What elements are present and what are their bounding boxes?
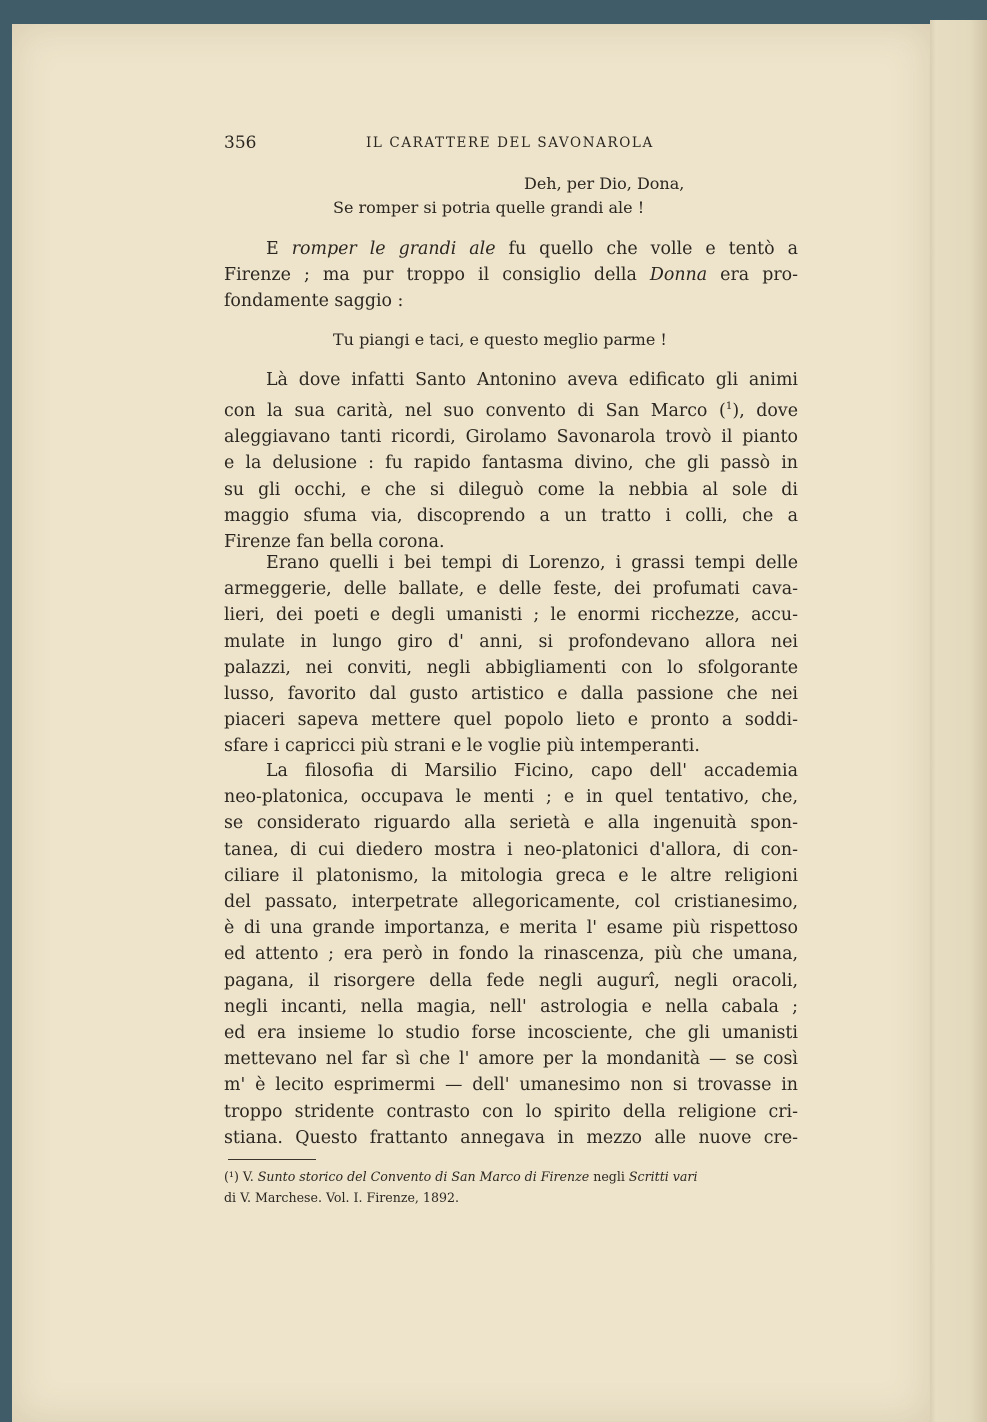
text-line: ed attento ; era però in fondo la rinascenza, più che umana, bbox=[224, 944, 798, 965]
footnote-reference: 1 bbox=[725, 400, 733, 413]
text-line: negli incanti, nella magia, nell' astrologia e nella cabala ; bbox=[224, 996, 798, 1017]
text-line: fondamente saggio : bbox=[224, 291, 404, 312]
text-line: aleggiavano tanti ricordi, Girolamo Savonarola trovò il pianto bbox=[224, 427, 798, 448]
verse-line: Tu piangi e taci, e questo meglio parme ! bbox=[333, 330, 667, 349]
text-line: stiana. Questo frattanto annegava in mezzo alle nuove cre- bbox=[224, 1127, 798, 1148]
text-line: armeggerie, delle ballate, e delle feste, dei profumati cava- bbox=[224, 579, 798, 600]
text-line: su gli occhi, e che si dileguò come la nebbia al sole di bbox=[224, 479, 798, 500]
running-title: IL CARATTERE DEL SAVONAROLA bbox=[366, 135, 654, 151]
footnote-line: di V. Marchese. Vol. I. Firenze, 1892. bbox=[224, 1190, 459, 1205]
text-line: troppo stridente contrasto con lo spirito della religione cri- bbox=[224, 1101, 798, 1122]
text-line: m' è lecito esprimermi — dell' umanesimo non si trovasse in bbox=[224, 1075, 798, 1096]
text-line: E romper le grandi ale fu quello che volle e tentò a bbox=[266, 239, 798, 259]
text-line: lusso, favorito dal gusto artistico e dalla passione che nei bbox=[224, 684, 798, 705]
paragraph bbox=[224, 236, 798, 315]
text-line: La filosofia di Marsilio Ficino, capo dell' accademia bbox=[266, 761, 798, 781]
text-line: piaceri sapeva mettere quel popolo lieto e pronto a soddi- bbox=[224, 710, 798, 731]
text-line: Là dove infatti Santo Antonino aveva edificato gli animi bbox=[266, 370, 798, 390]
page-number: 356 bbox=[224, 133, 257, 153]
text-line: tanea, di cui diedero mostra i neo-platonici d'allora, di con- bbox=[224, 839, 798, 860]
paragraph bbox=[224, 367, 798, 555]
text-line: è di una grande importanza, e merita l' esame più rispettoso bbox=[224, 918, 798, 939]
text-line: ciliare il platonismo, la mitologia greca e le altre religioni bbox=[224, 865, 798, 886]
text-line: se considerato riguardo alla serietà e alla ingenuità spon- bbox=[224, 813, 798, 834]
footnote-line: (¹) V. Sunto storico del Convento di San Marco di Firenze negli Scritti vari bbox=[224, 1169, 698, 1184]
text-line: Firenze ; ma pur troppo il consiglio della Donna era pro- bbox=[224, 265, 798, 286]
paragraph bbox=[224, 550, 798, 760]
footnote bbox=[224, 1166, 798, 1208]
text-line: mettevano nel far sì che l' amore per la mondanità — se così bbox=[224, 1049, 798, 1070]
paragraph bbox=[224, 758, 798, 1151]
text-line: mulate in lungo giro d' anni, si profondevano allora nei bbox=[224, 631, 798, 652]
verse-line: Deh, per Dio, Dona, bbox=[524, 174, 685, 193]
text-line: e la delusione : fu rapido fantasma divino, che gli passò in bbox=[224, 453, 798, 474]
verse-line: Se romper si potria quelle grandi ale ! bbox=[333, 198, 645, 217]
text-line: pagana, il risorgere della fede negli augurî, negli oracoli, bbox=[224, 970, 798, 991]
text-line: con la sua carità, nel suo convento di San Marco ($^1$), dove bbox=[224, 400, 798, 421]
facing-page-edge bbox=[930, 20, 987, 1422]
text-line: maggio sfuma via, discoprendo a un tratto i colli, che a bbox=[224, 505, 798, 526]
footnote-rule bbox=[228, 1159, 316, 1160]
text-line: neo-platonica, occupava le menti ; e in quel tentativo, che, bbox=[224, 787, 798, 808]
text-line: lieri, dei poeti e degli umanisti ; le enormi ricchezze, accu- bbox=[224, 605, 798, 626]
text-line: sfare i capricci più strani e le voglie più intemperanti. bbox=[224, 736, 700, 757]
running-head bbox=[224, 133, 798, 155]
text-line: Firenze fan bella corona. bbox=[224, 532, 445, 553]
text-line: ed era insieme lo studio forse incosciente, che gli umanisti bbox=[224, 1023, 798, 1044]
text-line: palazzi, nei conviti, negli abbigliamenti con lo sfolgorante bbox=[224, 657, 798, 678]
text-line: del passato, interpetrate allegoricamente, col cristianesimo, bbox=[224, 892, 798, 913]
text-line: Erano quelli i bei tempi di Lorenzo, i grassi tempi delle bbox=[266, 553, 798, 573]
